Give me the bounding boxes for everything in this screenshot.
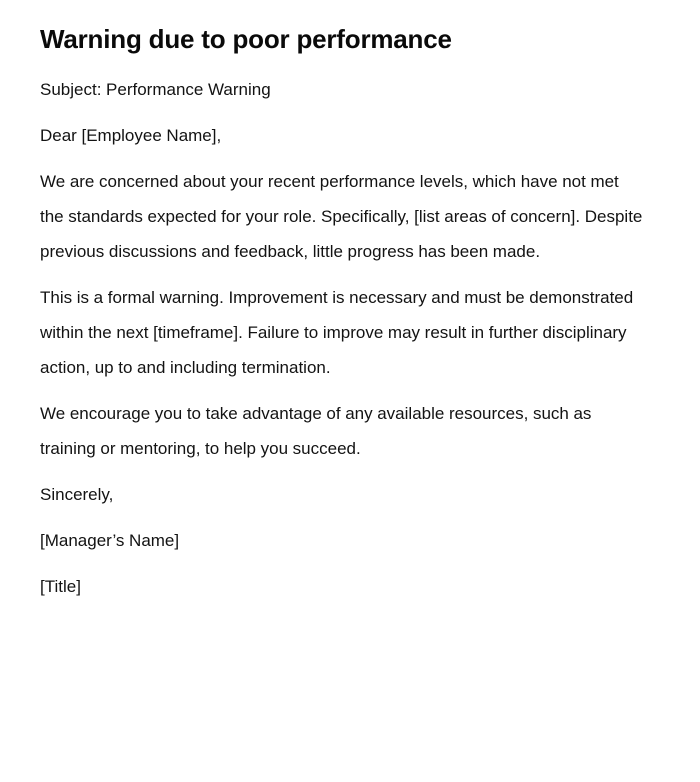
signature-manager-name: [Manager’s Name] [40, 531, 180, 550]
page-title: Warning due to poor performance [40, 24, 452, 54]
salutation-line: Dear [Employee Name], [40, 126, 222, 145]
subject-line: Subject: Performance Warning [40, 80, 271, 99]
signature-title: [Title] [40, 577, 81, 596]
closing-line: Sincerely, [40, 485, 114, 504]
paragraph-support-resources: We encourage you to take advantage of any available resources, such as training or mentoring, to help you succeed. [40, 404, 592, 458]
paragraph-performance-concern: We are concerned about your recent performance levels, which have not met the standards expected for your role. Specifically, [list areas of concern]. Despite previous discussions and feedback, little progress has been made. [40, 172, 643, 261]
paragraph-formal-warning: This is a formal warning. Improvement is necessary and must be demonstrated within the next [timeframe]. Failure to improve may result in further disciplinary action, up to and including termination. [40, 288, 634, 377]
